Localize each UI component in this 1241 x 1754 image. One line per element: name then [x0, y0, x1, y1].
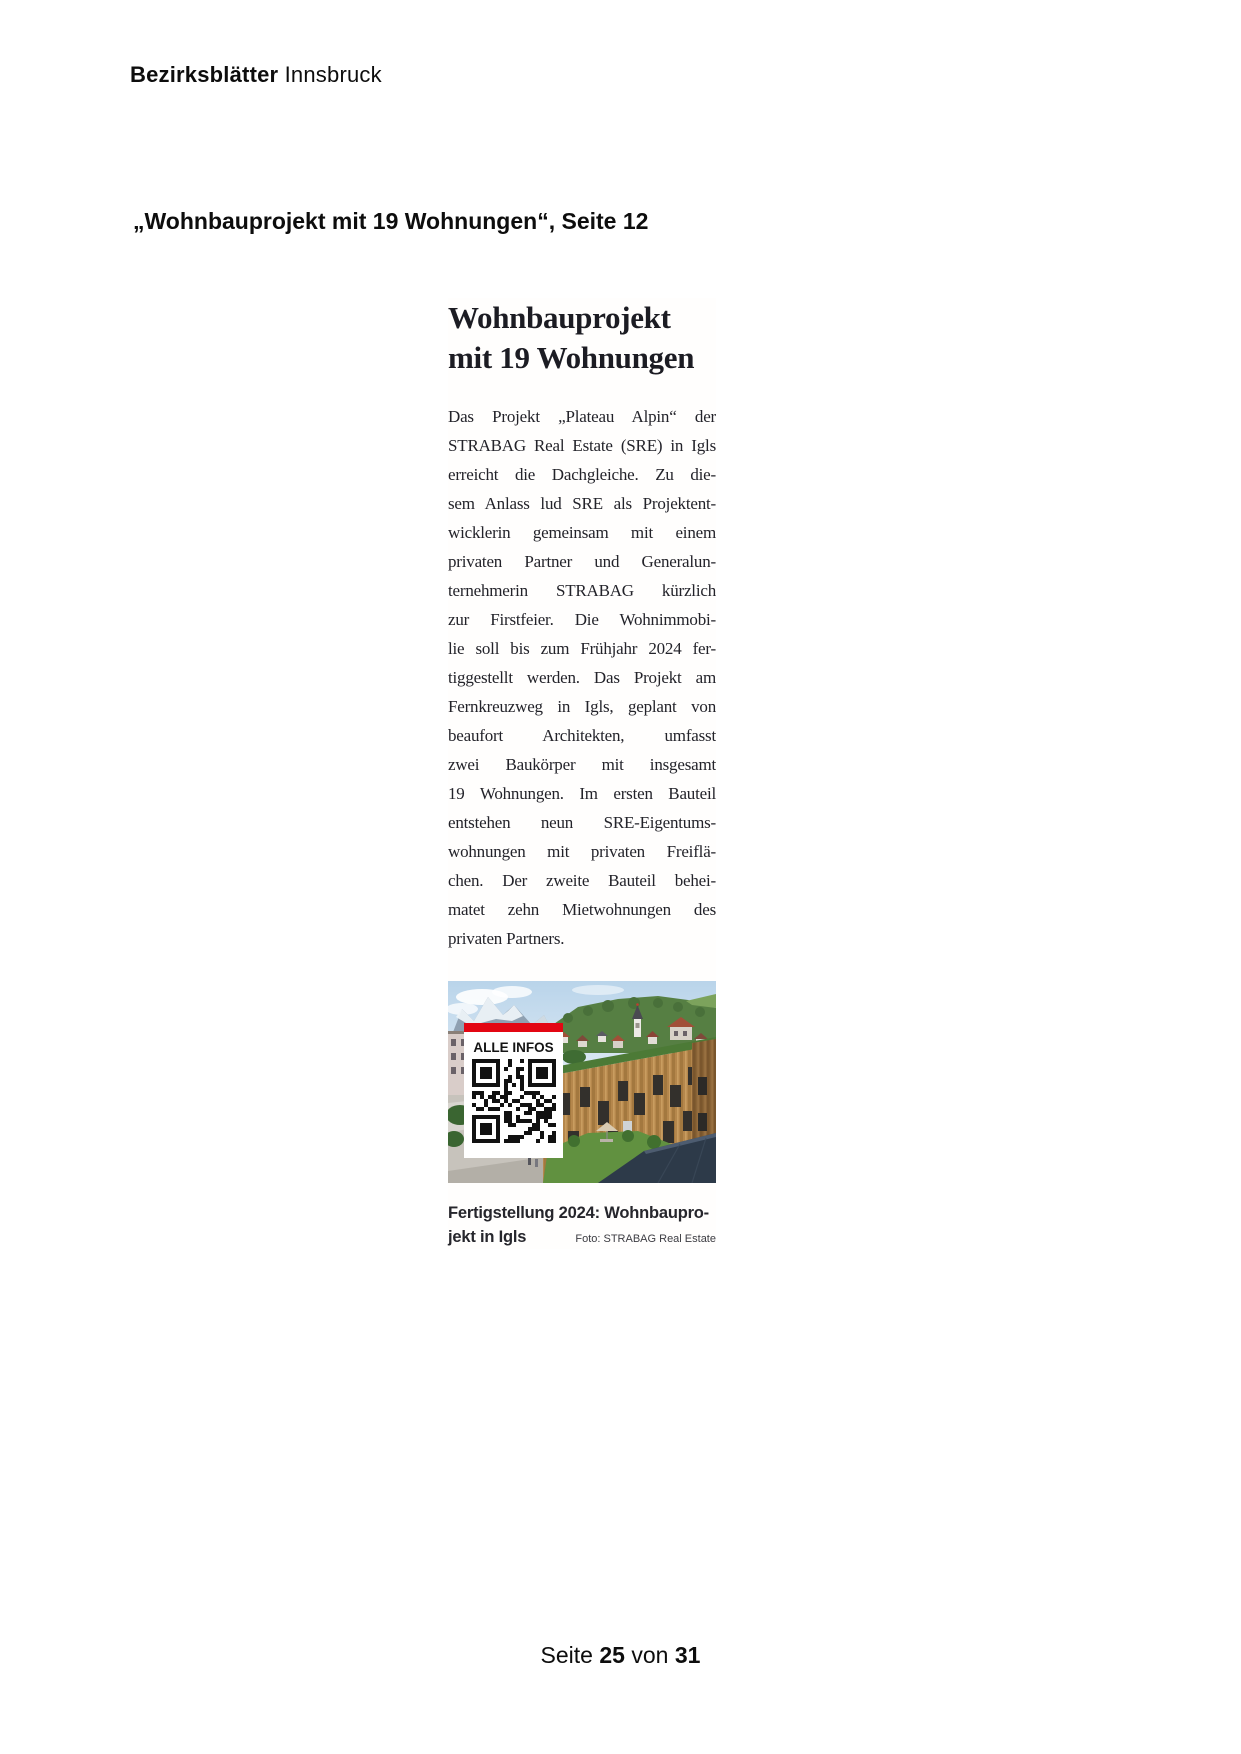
- article-body-line: chen. Der zweite Bauteil behei-: [448, 871, 716, 890]
- article-body-line: STRABAG Real Estate (SRE) in Igls: [448, 436, 716, 455]
- article-headline: [448, 298, 716, 378]
- article-body-line: tiggestellt werden. Das Projekt am: [448, 668, 716, 687]
- article-body: [448, 402, 716, 953]
- article-body-line: zur Firstfeier. Die Wohnimmobi-: [448, 610, 716, 629]
- publication-edition: Innsbruck: [284, 62, 382, 87]
- article-body-line: privaten Partner und Generalun-: [448, 552, 716, 571]
- article-body-line: wicklerin gemeinsam mit einem: [448, 523, 716, 542]
- qr-badge-label: ALLE INFOS: [473, 1040, 554, 1055]
- photo-caption: [448, 1201, 716, 1249]
- article-body-line: lie soll bis zum Frühjahr 2024 fer-: [448, 639, 716, 658]
- article-body-line: wohnungen mit privaten Freiflä-: [448, 842, 716, 861]
- article-body-line: beaufort Architekten, umfasst: [448, 726, 716, 745]
- article-body-line: Fernkreuzweg in Igls, geplant von: [448, 697, 716, 716]
- article-body-line: matet zehn Mietwohnungen des: [448, 900, 716, 919]
- article-body-line: ternehmerin STRABAG kürzlich: [448, 581, 716, 600]
- article-body-line: zwei Baukörper mit insgesamt: [448, 755, 716, 774]
- footer-total-pages: 31: [674, 1642, 701, 1668]
- article-body-line: erreicht die Dachgleiche. Zu die-: [448, 465, 716, 484]
- article-body-line: privaten Partners.: [448, 929, 565, 948]
- photo-illustration: [448, 981, 716, 1183]
- footer-of-word: von: [631, 1642, 669, 1668]
- headline-line-2: mit 19 Wohnungen: [448, 340, 695, 375]
- article-body-line: Das Projekt „Plateau Alpin“ der: [448, 407, 716, 426]
- headline-line-1: Wohnbauprojekt: [448, 300, 671, 335]
- qr-badge-red-bar: [464, 1023, 563, 1032]
- footer-page-number: 25: [599, 1642, 625, 1668]
- qr-badge: [464, 1023, 563, 1158]
- caption-line-1: Fertigstellung 2024: Wohnbaupro-: [448, 1204, 709, 1222]
- article-body-line: sem Anlass lud SRE als Projektent-: [448, 494, 716, 513]
- article-clipping: [448, 298, 716, 1249]
- footer-page-word: Seite: [540, 1642, 593, 1668]
- page-footer: [0, 1642, 1241, 1669]
- publication-header: [130, 62, 382, 88]
- article-body-line: entstehen neun SRE-Eigentums-: [448, 813, 716, 832]
- caption-line-2: jekt in Igls: [448, 1228, 527, 1246]
- article-photo: [448, 981, 716, 1183]
- clipping-reference-title: „Wohnbauprojekt mit 19 Wohnungen“, Seite 12: [133, 208, 649, 234]
- article-body-line: 19 Wohnungen. Im ersten Bauteil: [448, 784, 716, 803]
- photo-credit: Foto: STRABAG Real Estate: [575, 1233, 716, 1245]
- publication-name: Bezirksblätter: [130, 62, 279, 87]
